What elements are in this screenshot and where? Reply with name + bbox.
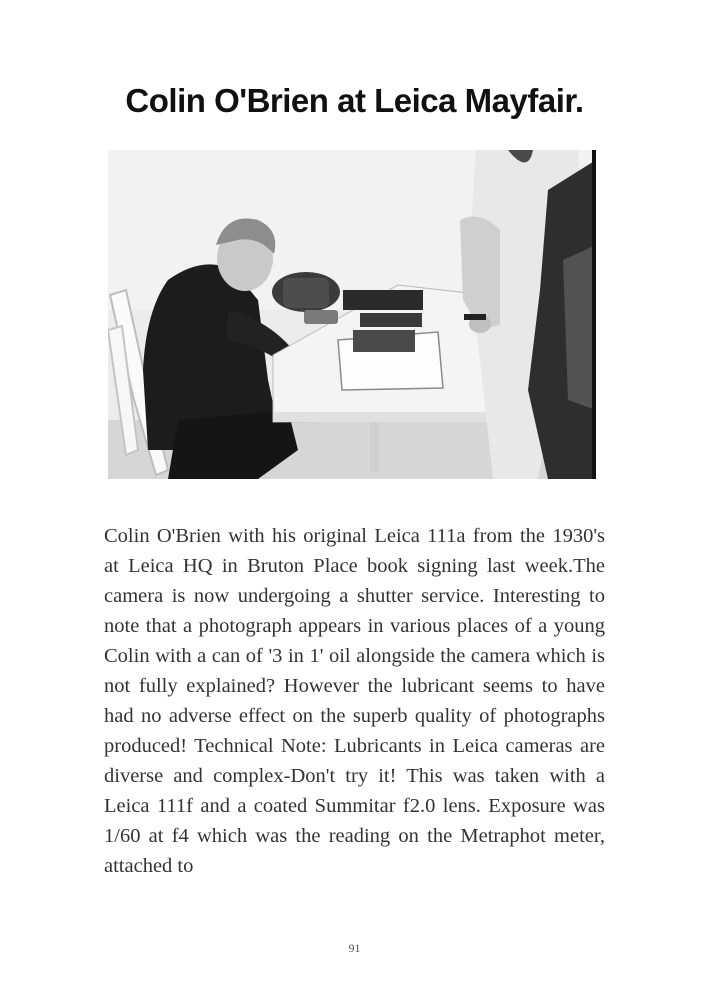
photograph bbox=[108, 150, 596, 479]
page-number: 91 bbox=[348, 941, 361, 955]
page-title: Colin O'Brien at Leica Mayfair. bbox=[125, 82, 584, 119]
body-paragraph: Colin O'Brien with his original Leica 111a from the 1930's at Leica HQ in Bruton Place book signing last week.The camera is now undergoing a shutter service. Interesting to note that a photograph appears in various places of a young Colin with a can of '3 in 1' oil alongside the camera which is not fully explained? However the lubricant seems to have had no adverse effect on the superb quality of photographs produced! Technical Note: Lubricants in Leica cameras are diverse and complex-Don't try it! This was taken with a Leica 111f and a coated Summitar f2.0 lens. Exposure was 1/60 at f4 which was the reading on the Metraphot meter, attached to bbox=[104, 525, 605, 877]
